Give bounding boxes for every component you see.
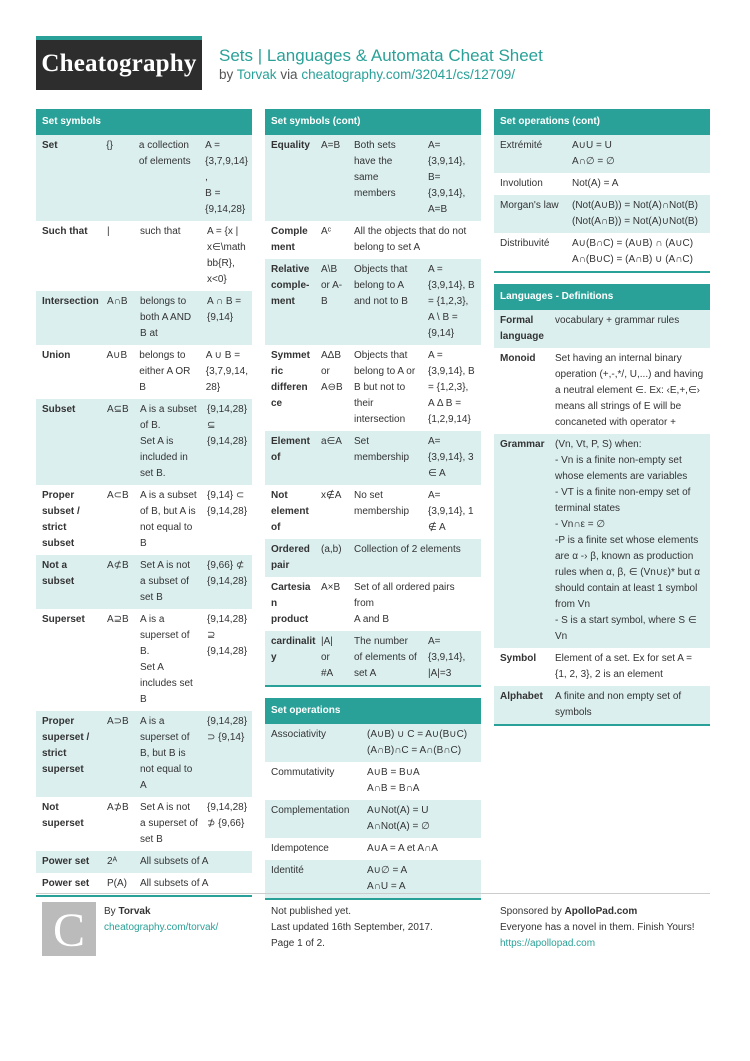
term-example: A= {3,9,14}, 1 ∉ A xyxy=(428,490,474,533)
term-value: (Vn, Vt, P, S) when: - Vn is a finite non-empty set whose elements are variables - VT is a finite non-empy set of terminal states - Vn∩ε = ∅ -P is a finite set whose elements are α -› β, known as production rules when α, β, ∈ (Vn∪ε)* but α should contain at least 1 symbol from Vn - S is a start symbol, where S ∈ Vn xyxy=(555,439,701,642)
table-row xyxy=(36,291,252,345)
term-value: Not(A) = A xyxy=(572,178,619,189)
term-name: Formal language xyxy=(500,315,544,342)
term-example: A= {3,9,14}, 3 ∈ A xyxy=(428,436,474,479)
term-description: belongs to both A AND B at xyxy=(140,296,192,339)
table-row xyxy=(36,485,252,555)
term-value: (A∪B) ∪ C = A∪(B∪C) (A∩B)∩C = A∩(B∩C) xyxy=(367,729,468,756)
page-number: Page 1 of 2. xyxy=(271,938,325,949)
term-symbol: A∩B xyxy=(107,296,128,307)
term-name: Symbol xyxy=(500,653,537,664)
table-row xyxy=(36,399,252,485)
term-value: vocabulary + grammar rules xyxy=(555,315,680,326)
term-symbol: A∪B xyxy=(106,350,128,361)
term-example: {9,14,28} ⊇ {9,14,28} xyxy=(207,614,248,657)
term-value: A∪(B∩C) = (A∪B) ∩ (A∪C) A∩(B∪C) = (A∩B) ∪ (A∩C) xyxy=(572,238,694,265)
footer-status xyxy=(271,904,433,952)
author-link[interactable]: Torvak xyxy=(236,67,277,82)
term-name: Ordered pair xyxy=(271,544,310,571)
term-name: Morgan's law xyxy=(500,200,559,211)
box-header: Set operations (cont) xyxy=(494,109,710,135)
term-symbol: A⊃B xyxy=(107,716,129,727)
table-row xyxy=(265,577,481,631)
term-description: Set of all ordered pairs from A and B xyxy=(354,582,455,625)
avatar: C xyxy=(42,902,96,956)
term-name: Subset xyxy=(42,404,76,415)
sheet-title: Sets | Languages & Automata Cheat Sheet xyxy=(219,46,543,65)
term-symbol: A⊄B xyxy=(107,560,129,571)
logo-text: Cheatography xyxy=(41,50,197,77)
term-symbol: a∈A xyxy=(321,436,342,447)
table-row xyxy=(265,431,481,485)
term-description: Both sets have the same members xyxy=(354,140,396,199)
publish-status: Not published yet. xyxy=(271,906,352,917)
term-name: Not superset xyxy=(42,802,84,829)
term-description: A is a subset of B, but A is not equal to B xyxy=(140,490,197,549)
term-value: A∪B = B∪A A∩B = B∩A xyxy=(367,767,420,794)
term-symbol: A⊅B xyxy=(107,802,129,813)
term-name: Comple ment xyxy=(271,226,308,253)
term-name: Involution xyxy=(500,178,543,189)
term-name: Alphabet xyxy=(500,691,543,702)
term-value: (Not(A∪B)) = Not(A)∩Not(B) (Not(A∩B)) = Not(A)∪Not(B) xyxy=(572,200,698,227)
term-description: Set membership xyxy=(354,436,410,463)
term-name: Intersection xyxy=(42,296,99,307)
term-value: A∪∅ = A A∩U = A xyxy=(367,865,408,892)
table-row xyxy=(36,135,252,221)
term-name: Monoid xyxy=(500,353,536,364)
set-symbols-cont-box xyxy=(265,109,481,687)
term-description: Set A is not a superset of set B xyxy=(140,802,198,845)
term-example: A = {3,9,14}, B = {1,2,3}, A \ B = {9,14} xyxy=(428,264,475,339)
term-example: {9,66} ⊄ {9,14,28} xyxy=(207,560,248,587)
term-example: {9,14,28} ⊅ {9,66} xyxy=(207,802,248,829)
table-row xyxy=(265,800,481,838)
footer-author xyxy=(104,904,218,936)
term-example: A ∪ B = {3,7,9,14, 28} xyxy=(205,350,249,393)
term-description: belongs to either A OR B xyxy=(139,350,191,393)
term-symbol: A⊇B xyxy=(107,614,129,625)
by-label: By xyxy=(104,906,116,917)
term-example: {9,14} ⊂ {9,14,28} xyxy=(207,490,248,517)
table-row xyxy=(265,838,481,860)
term-name: Not element of xyxy=(271,490,309,533)
term-name: Idempotence xyxy=(271,843,329,854)
via-label: via xyxy=(280,67,298,82)
sheet-url-link[interactable]: cheatography.com/32041/cs/12709/ xyxy=(301,67,515,82)
term-value: A∪Not(A) = U A∩Not(A) = ∅ xyxy=(367,805,430,832)
term-description: Objects that belong to A or B but not to their intersection xyxy=(354,350,416,425)
term-name: Identité xyxy=(271,865,304,876)
table-row xyxy=(494,233,710,271)
column-2 xyxy=(265,109,481,911)
term-description: Collection of 2 elements xyxy=(354,544,461,555)
term-symbol: x∉A xyxy=(321,490,342,501)
footer-sponsor xyxy=(500,904,695,952)
sponsor-link[interactable]: https://apollopad.com xyxy=(500,938,596,949)
term-value: A∪U = U A∩∅ = ∅ xyxy=(572,140,615,167)
table-row xyxy=(494,686,710,724)
term-example: A= {3,9,14}, |A|=3 xyxy=(428,636,466,679)
set-operations-cont-box xyxy=(494,109,710,273)
term-name: Superset xyxy=(42,614,85,625)
term-symbol: A⊂B xyxy=(107,490,129,501)
cheatography-logo[interactable] xyxy=(36,36,202,90)
term-description: A is a subset of B. Set A is included in set B. xyxy=(140,404,197,479)
term-example: A = {3,9,14}, B = {1,2,3}, A Δ B = {1,2,9,14} xyxy=(428,350,475,425)
table-row xyxy=(36,797,252,851)
term-symbol: P(A) xyxy=(107,878,127,889)
term-description: All subsets of A xyxy=(140,878,209,889)
term-name: Equality xyxy=(271,140,310,151)
term-description: Objects that belong to A and not to B xyxy=(354,264,408,307)
term-name: Relative comple- ment xyxy=(271,264,310,307)
term-value: Element of a set. Ex for set A = {1, 2, 3}, 2 is an element xyxy=(555,653,693,680)
table-row xyxy=(36,851,252,873)
term-symbol: | xyxy=(107,226,110,237)
term-description: Set A is not a subset of set B xyxy=(140,560,191,603)
term-symbol: 2ᴬ xyxy=(107,856,118,867)
term-symbol: |A| or #A xyxy=(321,636,334,679)
term-symbol: Aᶜ xyxy=(321,226,332,237)
languages-definitions-box xyxy=(494,284,710,726)
term-symbol: (a,b) xyxy=(321,544,342,555)
term-description: a collection of elements xyxy=(138,140,191,167)
table-row xyxy=(494,195,710,233)
sponsored-label: Sponsored by xyxy=(500,906,562,917)
table-row xyxy=(265,762,481,800)
term-symbol: AΔB or A⊖B xyxy=(321,350,343,393)
term-name: Set xyxy=(42,140,58,151)
term-symbol: A=B xyxy=(321,140,341,151)
term-value: Set having an internal binary operation (+,-,*/, U,...) and having a neutral element ∈. Ex: ‹E,+,∈› means all strings of E will be concaneted with operator + xyxy=(555,353,704,428)
table-row xyxy=(36,711,252,797)
table-row xyxy=(494,348,710,434)
term-example: {9,14,28} ⊆ {9,14,28} xyxy=(207,404,248,447)
term-symbol: A×B xyxy=(321,582,341,593)
term-name: Symmet ric differen ce xyxy=(271,350,310,409)
term-example: A= {3,9,14}, B= {3,9,14}, A=B xyxy=(428,140,466,215)
box-header: Set symbols xyxy=(36,109,252,135)
term-name: Grammar xyxy=(500,439,545,450)
term-description: such that xyxy=(140,226,181,237)
term-value: A finite and non empty set of symbols xyxy=(555,691,682,718)
term-name: Proper superset / strict superset xyxy=(42,716,90,775)
set-operations-box xyxy=(265,698,481,900)
term-name: Power set xyxy=(42,856,90,867)
table-row xyxy=(36,873,252,895)
table-row xyxy=(36,609,252,711)
term-description: A is a superset of B. Set A includes set B xyxy=(140,614,193,705)
table-row xyxy=(265,631,481,685)
by-label: by xyxy=(219,67,234,82)
table-row xyxy=(494,648,710,686)
table-row xyxy=(265,724,481,762)
box-header: Languages - Definitions xyxy=(494,284,710,310)
byline xyxy=(219,67,515,82)
table-row xyxy=(494,434,710,648)
term-description: All subsets of A xyxy=(140,856,209,867)
term-name: Proper subset / strict subset xyxy=(42,490,80,549)
term-symbol: {} xyxy=(106,140,113,151)
term-example: {9,14,28} ⊃ {9,14} xyxy=(207,716,248,743)
term-example: A = {3,7,9,14} , B = {9,14,28} xyxy=(205,140,248,215)
table-row xyxy=(36,345,252,399)
box-header: Set symbols (cont) xyxy=(265,109,481,135)
table-row xyxy=(265,221,481,259)
term-symbol: A\B or A- B xyxy=(321,264,343,307)
sponsor-name[interactable]: ApolloPad.com xyxy=(564,906,638,917)
term-description: All the objects that do not belong to set A xyxy=(354,226,467,253)
set-symbols-box xyxy=(36,109,252,897)
box-header: Set operations xyxy=(265,698,481,724)
term-name: Extrémité xyxy=(500,140,543,151)
table-row xyxy=(36,221,252,291)
table-row xyxy=(265,485,481,539)
term-value: A∪A = A et A∩A xyxy=(367,843,438,854)
table-row xyxy=(265,539,481,577)
footer-author-name[interactable]: Torvak xyxy=(118,906,151,917)
term-name: cardinalit y xyxy=(271,636,316,663)
table-row xyxy=(494,135,710,173)
sponsor-tagline: Everyone has a novel in them. Finish Yours! xyxy=(500,922,695,933)
term-description: A is a superset of B, but B is not equal to A xyxy=(140,716,193,791)
term-example: A = {x | x∈\math bb{R}, x<0} xyxy=(207,226,246,285)
column-3 xyxy=(494,109,710,737)
term-name: Such that xyxy=(42,226,88,237)
term-name: Element of xyxy=(271,436,310,463)
author-profile-link[interactable]: cheatography.com/torvak/ xyxy=(104,922,219,933)
last-updated: Last updated 16th September, 2017. xyxy=(271,922,433,933)
table-row xyxy=(265,135,481,221)
column-1 xyxy=(36,109,252,908)
table-row xyxy=(265,259,481,345)
term-example: A ∩ B = {9,14} xyxy=(207,296,242,323)
table-row xyxy=(36,555,252,609)
term-name: Cartesia n product xyxy=(271,582,311,625)
term-name: Distribuvité xyxy=(500,238,550,249)
term-name: Complementation xyxy=(271,805,350,816)
term-name: Associativity xyxy=(271,729,327,740)
table-row xyxy=(494,310,710,348)
table-row xyxy=(494,173,710,195)
term-name: Power set xyxy=(42,878,90,889)
term-name: Union xyxy=(42,350,71,361)
term-name: Commutativity xyxy=(271,767,335,778)
term-symbol: A⊆B xyxy=(107,404,129,415)
term-name: Not a subset xyxy=(42,560,75,587)
table-row xyxy=(265,345,481,431)
footer xyxy=(36,893,710,957)
term-description: No set membership xyxy=(354,490,410,517)
term-description: The number of elements of set A xyxy=(354,636,417,679)
